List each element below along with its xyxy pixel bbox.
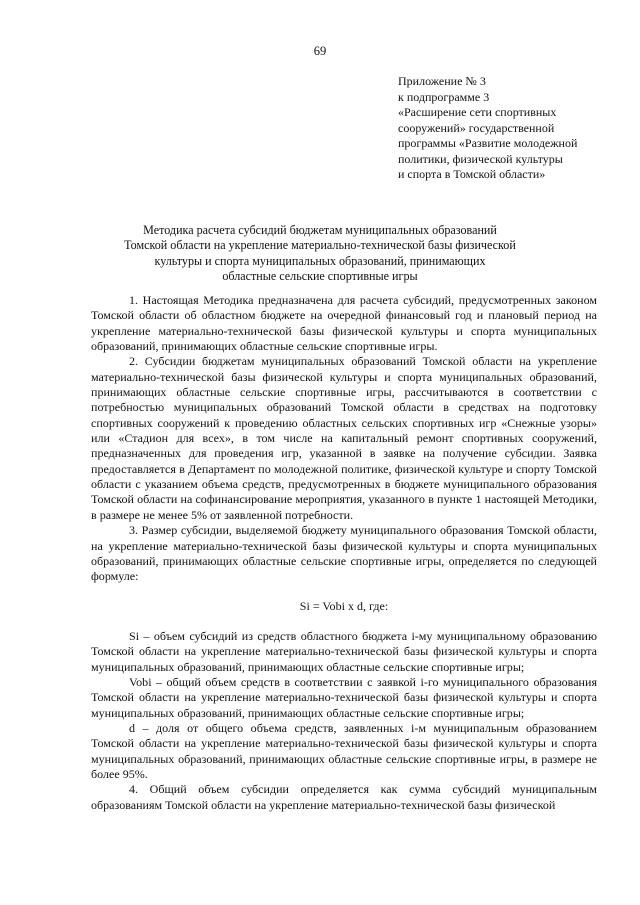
paragraph-4: 4. Общий объем субсидии определяется как сумма субсидий муниципальным образованиям Томской области на укрепление материально-технической базы физической <box>91 782 597 812</box>
appendix-line: Приложение № 3 <box>398 74 486 88</box>
title-line: Томской области на укрепление материально-технической базы физической <box>124 238 516 253</box>
paragraph-2: 2. Субсидии бюджетам муниципальных образований Томской области на укрепление материально-технической базы физической культуры и спорта муниципальных образований, принимающих областные сельские спортивные игры, рассчитываются в соответствии с потребностью муниципальных образований Томской области в средствах на подготовку спортивных сооружений к проведению областных сельских спортивных игр «Снежные узоры» или «Стадион для всех», в том числе на капитальный ремонт спортивных сооружений, предназначенных для проведения игр, указанной в заявке на получение субсидии. Заявка предоставляется в Департамент по молодежной политике, физической культуре и спорту Томской области с указанием объема средств, предусмотренных в бюджете муниципального образования Томской области на софинансирование мероприятия, указанного в пункте 1 настоящей Методики, в размере не менее 5% от заявленной потребности. <box>91 354 597 522</box>
paragraph-1: 1. Настоящая Методика предназначена для расчета субсидий, предусмотренных законом Томской области об областном бюджете на очередной финансовый год и плановый период на укрепление материально-технической базы физической культуры и спорта муниципальных образований, принимающих областные сельские спортивные игры. <box>91 293 597 354</box>
appendix-line: к подпрограмме 3 <box>398 89 490 104</box>
page-number: 69 <box>313 44 327 58</box>
title-line: областные сельские спортивные игры <box>222 269 418 284</box>
document-body <box>91 293 597 813</box>
appendix-line: политики, физической культуры <box>398 151 563 166</box>
formula: Si = Vobi x d, где: <box>299 598 389 613</box>
appendix-line: и спорта в Томской области» <box>398 167 546 181</box>
definition-vobi: Vobi – общий объем средств в соответствии с заявкой i-го муниципального образования Томской области на укрепление материально-технической базы физической культуры и спорта муниципальных образований, принимающих областные сельские спортивные игры; <box>91 674 597 720</box>
paragraph-3: 3. Размер субсидии, выделяемой бюджету муниципального образования Томской области, на укрепление материально-технической базы физической культуры и спорта муниципальных образований, принимающих областные сельские спортивные игры, определяется по следующей формуле: <box>91 523 597 584</box>
definition-si: Si – объем субсидий из средств областного бюджета i-му муниципальному образованию Томской области на укрепление материально-технической базы физической культуры и спорта муниципальных образований, принимающих областные сельские спортивные игры; <box>91 628 597 674</box>
title-line: культуры и спорта муниципальных образований, принимающих <box>154 253 486 268</box>
appendix-line: сооружений» государственной <box>398 120 555 135</box>
appendix-line: «Расширение сети спортивных <box>398 105 557 119</box>
appendix-header <box>398 74 613 183</box>
document-title <box>90 223 550 285</box>
appendix-line: программы «Развитие молодежной <box>398 136 578 150</box>
title-line: Методика расчета субсидий бюджетам муниципальных образований <box>143 223 497 237</box>
definition-d: d – доля от общего объема средств, заявленных i-м муниципальным образованием Томской области на укрепление материально-технической базы физической культуры и спорта муниципальных образований, принимающих областные сельские спортивные игры, в размере не более 95%. <box>91 720 597 781</box>
